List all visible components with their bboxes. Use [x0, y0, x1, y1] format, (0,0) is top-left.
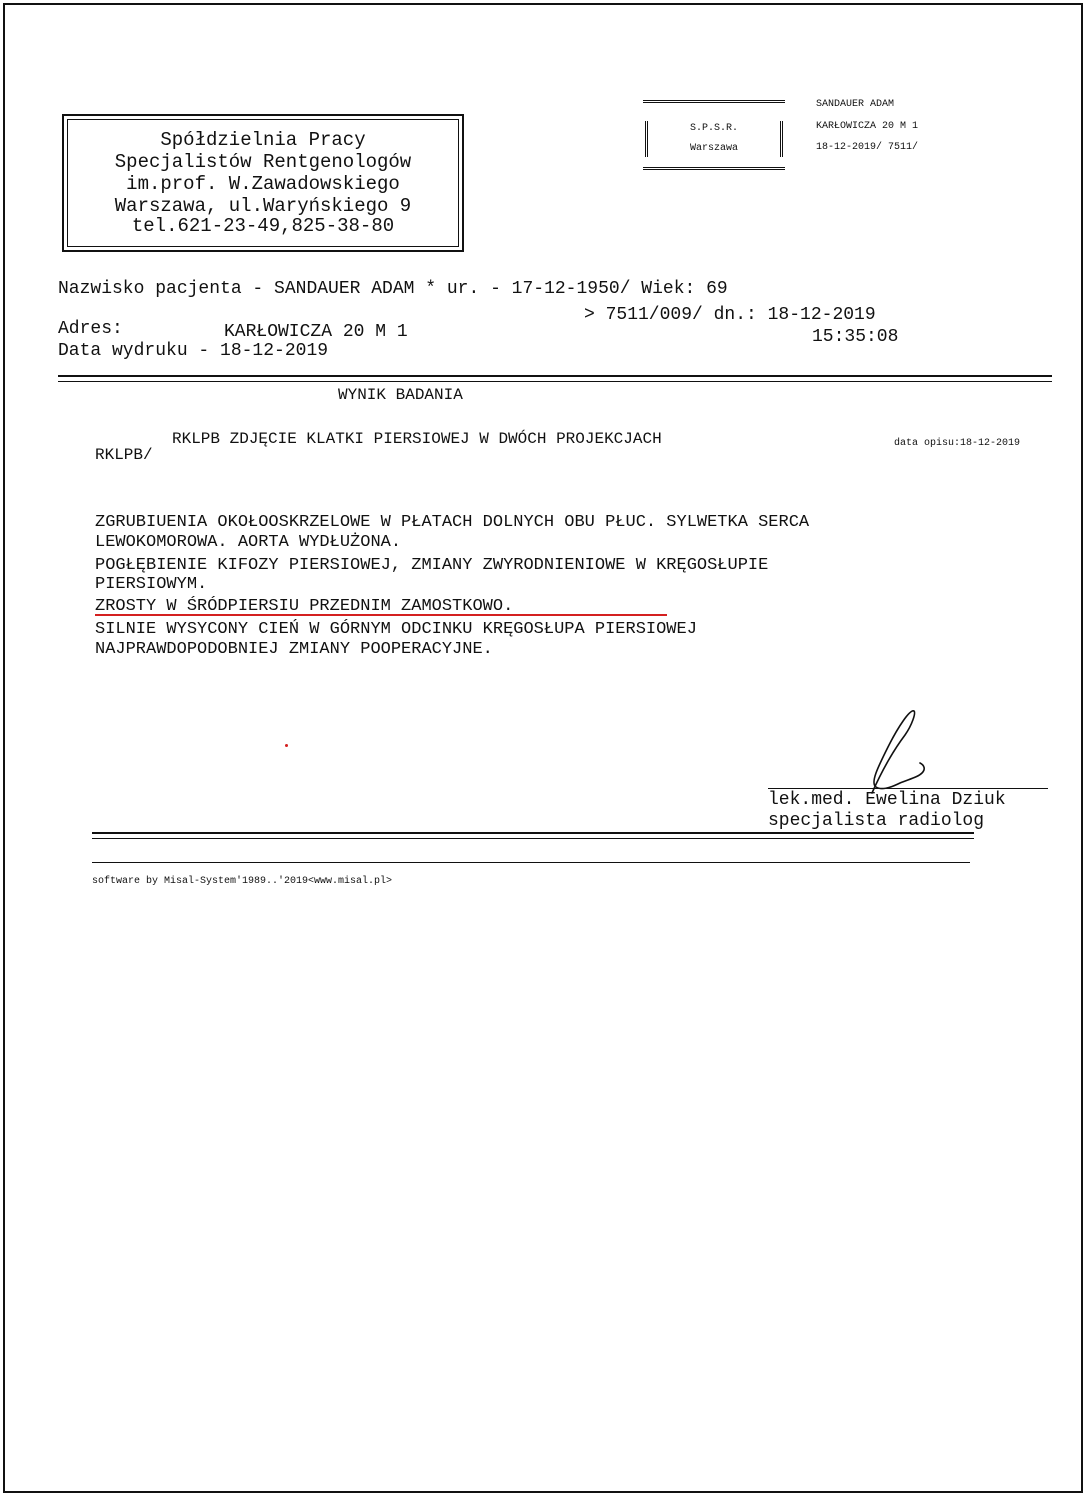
finding-line-highlighted: ZROSTY W ŚRÓDPIERSIU PRZEDNIM ZAMOSTKOWO.	[95, 597, 514, 616]
signature-scribble	[850, 705, 940, 800]
header-rule-bottom	[58, 381, 1052, 382]
finding-line: PIERSIOWYM.	[95, 575, 208, 594]
software-credit: software by Misal-System'1989..'2019<www.misal.pl>	[92, 876, 393, 887]
finding-line: SILNIE WYSYCONY CIEŃ W GÓRNYM ODCINKU KRĘGOSŁUPA PIERSIOWEJ	[95, 620, 697, 639]
institution-box	[62, 114, 464, 252]
red-underline	[95, 614, 667, 616]
footer-rule-2	[92, 838, 974, 839]
signature-line	[768, 788, 1048, 789]
footer-rule-3	[92, 862, 970, 863]
institution-phone: tel.621-23-49,825-38-80	[131, 215, 395, 237]
exam-time: 15:35:08	[812, 327, 899, 347]
patient-name-line: Nazwisko pacjenta - SANDAUER ADAM * ur. - 17-12-1950/ Wiek: 69	[58, 279, 728, 299]
address-label: Adres:	[58, 319, 123, 339]
print-date: Data wydruku - 18-12-2019	[58, 341, 329, 361]
stamp-side-name: SANDAUER ADAM	[816, 99, 895, 110]
exam-name: RKLPB ZDJĘCIE KLATKI PIERSIOWEJ W DWÓCH PROJEKCJACH	[172, 430, 662, 448]
institution-subname: Specjalistów Rentgenologów	[114, 151, 412, 173]
stamp-line-2: Warszawa	[689, 143, 738, 154]
finding-line: ZGRUBIUENIA OKOŁOOSKRZELOWE W PŁATACH DOLNYCH OBU PŁUC. SYLWETKA SERCA	[95, 513, 810, 532]
header-rule-top	[58, 375, 1052, 377]
finding-line: NAJPRAWDOPODOBNIEJ ZMIANY POOPERACYJNE.	[95, 640, 493, 659]
institution-address: Warszawa, ul.Waryńskiego 9	[114, 195, 412, 217]
signer-name: lek.med. Ewelina Dziuk	[768, 790, 1006, 810]
result-heading: WYNIK BADANIA	[338, 386, 463, 404]
description-date: data opisu:18-12-2019	[894, 438, 1021, 449]
finding-line: POGŁĘBIENIE KIFOZY PIERSIOWEJ, ZMIANY ZWYRODNIENIOWE W KRĘGOSŁUPIE	[95, 556, 769, 575]
footer-rule-1	[92, 832, 974, 834]
address-value: KARŁOWICZA 20 M 1	[224, 322, 408, 342]
stamp-side-date: 18-12-2019/ 7511/	[816, 142, 919, 153]
stamp-box	[643, 100, 785, 170]
stamp-side-address: KARŁOWICZA 20 M 1	[816, 121, 919, 132]
signer-title: specjalista radiolog	[768, 811, 985, 831]
finding-line: LEWOKOMOROWA. AORTA WYDŁUŻONA.	[95, 533, 402, 552]
institution-name: Spółdzielnia Pracy	[160, 129, 366, 151]
exam-code: RKLPB/	[95, 446, 153, 464]
red-dot-mark	[285, 744, 288, 747]
stamp-line-1: S.P.S.R.	[689, 123, 738, 134]
patient-id-line: > 7511/009/ dn.: 18-12-2019	[584, 305, 876, 325]
institution-patron: im.prof. W.Zawadowskiego	[126, 173, 400, 195]
